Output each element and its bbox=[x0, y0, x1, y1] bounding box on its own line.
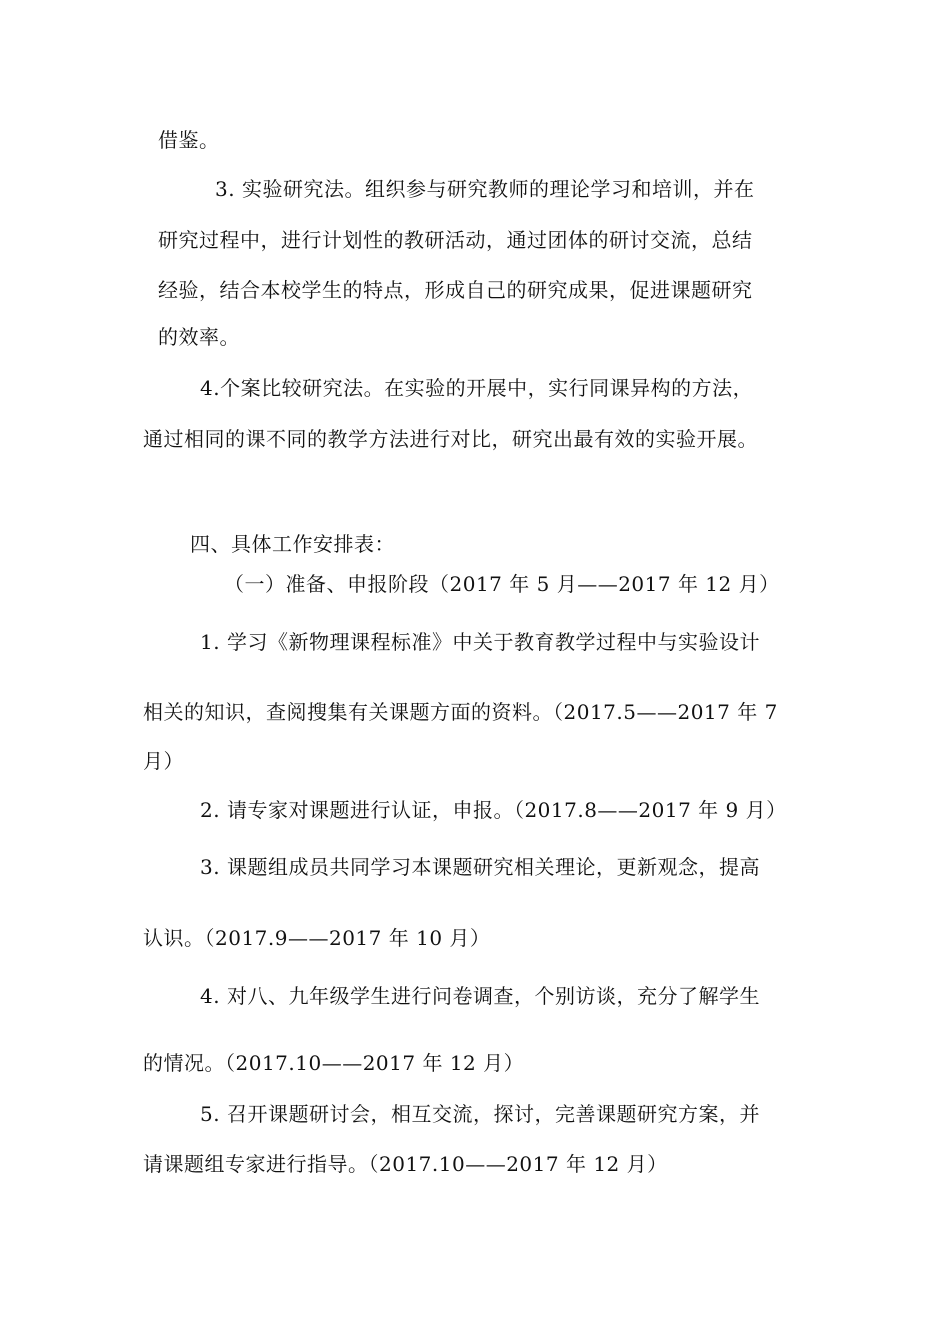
text-line: 月） bbox=[143, 749, 184, 773]
text-line: 通过相同的课不同的教学方法进行对比，研究出最有效的实验开展。 bbox=[143, 427, 758, 451]
text-line: 相关的知识，查阅搜集有关课题方面的资料。（2017.5——2017 年 7 bbox=[143, 700, 778, 724]
subsection-heading: （一）准备、申报阶段（2017 年 5 月——2017 年 12 月） bbox=[224, 572, 780, 596]
list-item-experimental-method: 3. 实验研究法。组织参与研究教师的理论学习和培训，并在 bbox=[215, 177, 755, 201]
section-heading: 四、具体工作安排表： bbox=[190, 532, 395, 556]
text-line: 借鉴。 bbox=[158, 128, 220, 152]
text-line: 请课题组专家进行指导。（2017.10——2017 年 12 月） bbox=[143, 1152, 668, 1176]
list-item: 2. 请专家对课题进行认证，申报。（2017.8——2017 年 9 月） bbox=[200, 798, 787, 822]
text-line: 的情况。（2017.10——2017 年 12 月） bbox=[143, 1051, 525, 1075]
text-line: 认识。（2017.9——2017 年 10 月） bbox=[143, 926, 491, 950]
text-line: 研究过程中，进行计划性的教研活动，通过团体的研讨交流，总结 bbox=[158, 228, 753, 252]
list-item: 3. 课题组成员共同学习本课题研究相关理论，更新观念，提高 bbox=[200, 855, 760, 879]
list-item: 5. 召开课题研讨会，相互交流，探讨，完善课题研究方案，并 bbox=[200, 1102, 760, 1126]
list-item: 1. 学习《新物理课程标准》中关于教育教学过程中与实验设计 bbox=[200, 630, 760, 654]
list-item: 4. 对八、九年级学生进行问卷调查，个别访谈，充分了解学生 bbox=[200, 984, 760, 1008]
list-item-case-comparison-method: 4.个案比较研究法。在实验的开展中，实行同课异构的方法， bbox=[200, 376, 754, 400]
text-line: 经验，结合本校学生的特点，形成自己的研究成果，促进课题研究 bbox=[158, 278, 753, 302]
text-line: 的效率。 bbox=[158, 325, 240, 349]
